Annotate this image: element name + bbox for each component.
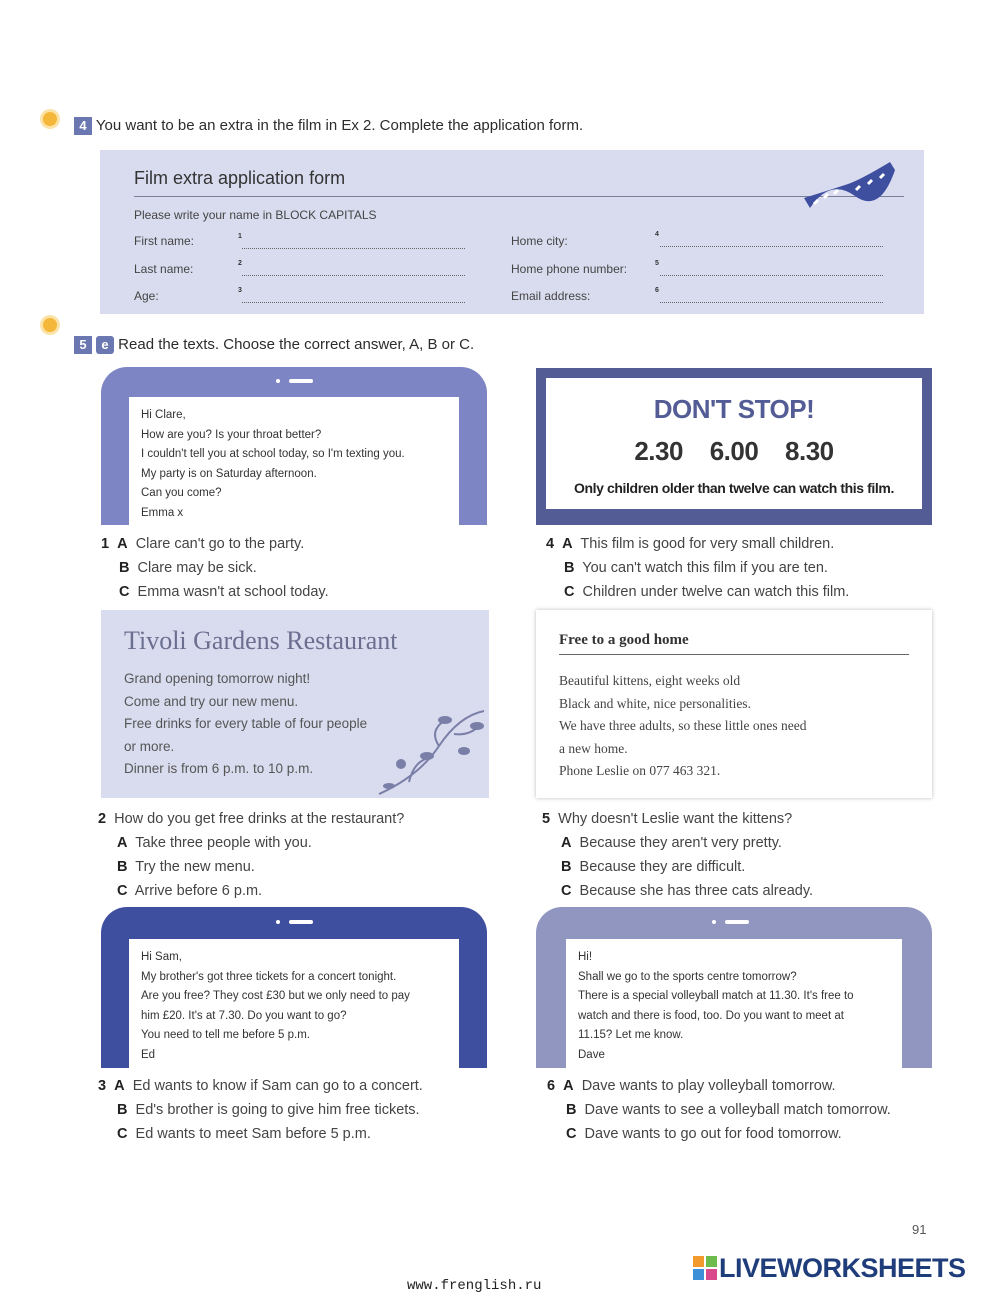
liveworksheets-logo-icon <box>693 1256 717 1280</box>
option-text[interactable]: Dave wants to play volleyball tomorrow. <box>581 1078 836 1094</box>
question-1 <box>101 532 329 604</box>
option-text[interactable]: You can't watch this film if you are ten. <box>582 560 828 576</box>
last-name-label: Last name: <box>134 262 194 276</box>
message-line: How are you? Is your throat better? <box>141 428 322 441</box>
option-letter[interactable]: C <box>566 1126 577 1142</box>
message-line: Emma x <box>141 506 184 519</box>
message-line: Hi Sam, <box>141 951 182 963</box>
option-letter[interactable]: A <box>117 835 128 851</box>
message-line: There is a special volleyball match at 11.30. It's free to <box>578 990 854 1002</box>
exam-icon: e <box>96 336 114 354</box>
divider <box>559 654 909 655</box>
question-5 <box>542 807 813 903</box>
speaker-icon <box>725 920 749 924</box>
field-number: 3 <box>238 287 242 294</box>
message-line: You need to tell me before 5 p.m. <box>141 1029 310 1041</box>
notice-line: Beautiful kittens, eight weeks old <box>559 673 741 688</box>
question-2 <box>98 807 404 903</box>
ad-line: Free drinks for every table of four people <box>124 716 368 731</box>
last-name-input[interactable] <box>242 275 465 276</box>
ad-line: or more. <box>124 738 175 754</box>
restaurant-ad <box>101 610 489 798</box>
option-letter[interactable]: B <box>561 859 572 875</box>
option-letter[interactable]: B <box>117 1102 128 1118</box>
age-label: Age: <box>134 289 159 303</box>
option-text[interactable]: Because they aren't very pretty. <box>579 835 782 851</box>
divider <box>134 196 904 197</box>
question-number: 5 <box>542 811 551 827</box>
poster-title: DON'T STOP! <box>653 394 815 424</box>
email-input[interactable] <box>660 302 883 303</box>
phone-message-dave <box>536 907 932 1068</box>
field-number: 1 <box>238 233 242 240</box>
question-number: 4 <box>546 536 555 552</box>
home-city-input[interactable] <box>660 246 883 247</box>
option-letter[interactable]: A <box>561 835 572 851</box>
option-letter[interactable]: B <box>117 859 128 875</box>
question-number: 6 <box>547 1078 556 1094</box>
option-letter[interactable]: C <box>117 883 128 899</box>
option-text[interactable]: Dave wants to go out for food tomorrow. <box>584 1126 842 1142</box>
field-number: 4 <box>655 231 659 238</box>
first-name-input[interactable] <box>242 248 465 249</box>
camera-icon <box>276 379 280 383</box>
question-6 <box>547 1074 891 1146</box>
form-title: Film extra application form <box>134 168 346 188</box>
speaker-icon <box>289 920 313 924</box>
message-line: watch and there is food, too. Do you want to meet at <box>578 1009 844 1022</box>
notice-line: Phone Leslie on 077 463 321. <box>559 763 721 778</box>
message-line: My party is on Saturday afternoon. <box>141 467 317 480</box>
option-text[interactable]: Because she has three cats already. <box>579 883 814 899</box>
message-line: Ed <box>141 1048 156 1061</box>
option-text[interactable]: Ed wants to meet Sam before 5 p.m. <box>135 1126 371 1142</box>
option-text[interactable]: Clare may be sick. <box>137 560 257 576</box>
option-text[interactable]: Ed's brother is going to give him free tickets. <box>135 1102 420 1118</box>
question-4 <box>546 532 849 604</box>
difficulty-star-icon <box>43 112 57 126</box>
message-line: Hi Clare, <box>141 409 186 421</box>
option-text[interactable]: Ed wants to know if Sam can go to a concert. <box>132 1078 423 1094</box>
camera-icon <box>276 920 280 924</box>
ad-title: Tivoli Gardens Restaurant <box>124 626 398 655</box>
home-city-label: Home city: <box>511 234 568 248</box>
notice-line: Black and white, nice personalities. <box>559 695 751 711</box>
page-number: 91 <box>912 1222 927 1237</box>
speaker-icon <box>289 379 313 383</box>
option-letter[interactable]: B <box>564 560 575 576</box>
ad-line: Come and try our new menu. <box>124 693 299 709</box>
message-line: him £20. It's at 7.30. Do you want to go? <box>141 1009 347 1022</box>
message-line: My brother's got three tickets for a concert tonight. <box>141 970 397 983</box>
message-line: Are you free? They cost £30 but we only need to pay <box>141 990 410 1002</box>
option-letter[interactable]: A <box>114 1078 125 1094</box>
option-letter[interactable]: B <box>566 1102 577 1118</box>
showtime: 2.30 <box>634 436 683 466</box>
form-note: Please write your name in BLOCK CAPITALS <box>134 208 377 222</box>
notice-line: a new home. <box>559 740 628 756</box>
option-letter[interactable]: C <box>561 883 572 899</box>
notice-line: We have three adults, so these little ones need <box>559 718 807 733</box>
option-letter[interactable]: A <box>117 536 128 552</box>
showtime: 8.30 <box>785 436 834 466</box>
notice-title: Free to a good home <box>559 632 689 648</box>
kitten-notice <box>536 610 932 798</box>
message-line: Can you come? <box>141 487 222 499</box>
email-label: Email address: <box>511 289 591 303</box>
message-line: I couldn't tell you at school today, so I'm texting you. <box>141 448 405 460</box>
message-line: Shall we go to the sports centre tomorrow? <box>578 970 797 983</box>
message-line: Dave <box>578 1048 605 1061</box>
option-letter[interactable]: C <box>564 584 575 600</box>
option-text[interactable]: Try the new menu. <box>135 859 255 875</box>
exercise-instruction: Read the texts. Choose the correct answer, A, B or C. <box>118 336 475 353</box>
option-letter[interactable]: C <box>119 584 130 600</box>
application-form <box>100 150 924 314</box>
option-text[interactable]: Dave wants to see a volleyball match tomorrow. <box>584 1102 891 1118</box>
message-line: 11.15? Let me know. <box>578 1029 684 1041</box>
ad-line: Grand opening tomorrow night! <box>124 671 311 686</box>
exercise-number: 4 <box>74 117 92 135</box>
showtime: 6.00 <box>709 436 759 466</box>
question-number: 3 <box>98 1078 107 1094</box>
question-3 <box>98 1074 423 1146</box>
option-letter[interactable]: A <box>562 536 573 552</box>
film-poster-inner <box>546 378 922 509</box>
ad-line: Dinner is from 6 p.m. to 10 p.m. <box>124 761 314 776</box>
option-text[interactable]: Arrive before 6 p.m. <box>134 883 263 899</box>
phone-message-sam <box>101 907 487 1068</box>
home-phone-input[interactable] <box>660 275 883 276</box>
exercise-4-header <box>74 117 583 135</box>
home-phone-label: Home phone number: <box>511 262 628 276</box>
option-text[interactable]: Emma wasn't at school today. <box>137 584 329 600</box>
option-text[interactable]: This film is good for very small children. <box>580 536 835 552</box>
first-name-label: First name: <box>134 234 195 248</box>
camera-icon <box>712 920 716 924</box>
brand-name[interactable]: LIVEWORKSHEETS <box>719 1253 966 1283</box>
question-number: 1 <box>101 536 110 552</box>
option-text[interactable]: Children under twelve can watch this film. <box>582 584 850 600</box>
site-url[interactable]: www.frenglish.ru <box>407 1278 542 1294</box>
message-line: Hi! <box>578 951 593 963</box>
phone-message-clare <box>101 367 487 525</box>
field-number: 6 <box>655 287 659 294</box>
exercise-5-header <box>74 336 474 354</box>
age-input[interactable] <box>242 302 465 303</box>
option-letter[interactable]: C <box>117 1126 128 1142</box>
option-letter[interactable]: B <box>119 560 130 576</box>
question-stem: How do you get free drinks at the restaurant? <box>114 811 405 827</box>
showtimes <box>546 436 922 467</box>
option-text[interactable]: Because they are difficult. <box>579 859 746 875</box>
exercise-instruction: You want to be an extra in the film in Ex 2. Complete the application form. <box>95 117 584 134</box>
option-text[interactable]: Take three people with you. <box>135 835 312 851</box>
field-number: 2 <box>238 260 242 267</box>
field-number: 5 <box>655 260 659 267</box>
poster-note: Only children older than twelve can watch this film. <box>574 480 894 496</box>
option-text[interactable]: Clare can't go to the party. <box>135 536 305 552</box>
difficulty-star-icon <box>43 318 57 332</box>
exercise-number: 5 <box>74 336 92 354</box>
question-number: 2 <box>98 811 107 827</box>
question-stem: Why doesn't Leslie want the kittens? <box>558 811 793 827</box>
option-letter[interactable]: A <box>563 1078 574 1094</box>
film-strip-icon <box>800 158 900 226</box>
floral-branch-icon <box>369 706 487 798</box>
